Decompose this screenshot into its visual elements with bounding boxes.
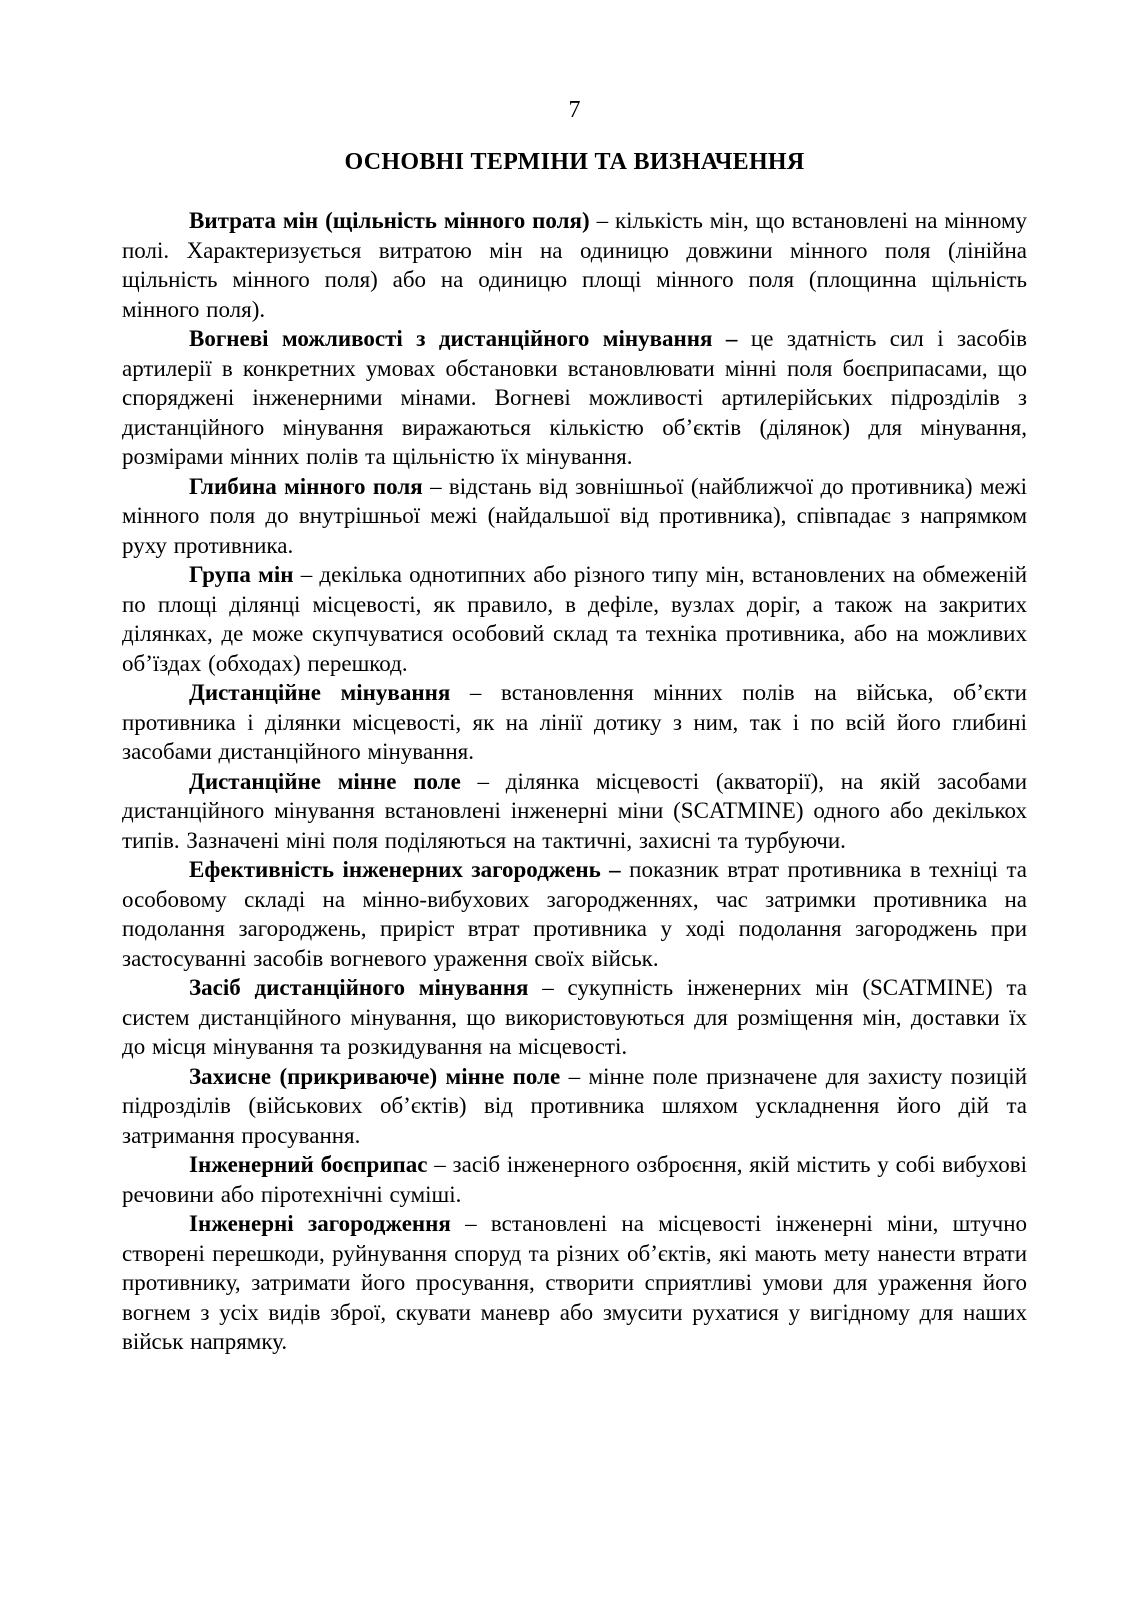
definition-term: Витрата мін (щільність мінного поля) (189, 208, 590, 233)
definition-body: – засіб інженерного озброєння, якій містить у собі вибухові речовини або піротехнічні суміші. (122, 1152, 1028, 1207)
page-title: ОСНОВНІ ТЕРМІНИ ТА ВИЗНАЧЕННЯ (344, 149, 805, 175)
definition-term: Глибина мінного поля (189, 473, 423, 499)
definition-body: це здатність сил і засобів артилерії в конкретних умовах обстановки встановлювати мінні поля боєприпасами, що споряджені інженерними мінами. Вогневі можливості артилерійських підрозділів з дистанційного мінування виражаються кількістю об’єктів (ділянок) для мінування, розмірами мінних полів та щільністю їх мінування. (122, 326, 1028, 469)
definition-term: Інженерні загородження (189, 1211, 451, 1236)
definition-body: – ділянка місцевості (акваторії), на якій засобами дистанційного мінування встановлені інженерні міни (SCATMINE) одного або декількох типів. Зазначені міні поля поділяються на тактичні, захисні та турбуючи. (122, 768, 1027, 853)
definition-body: – кількість мін, що встановлені на мінному полі. Характеризується витратою мін на одиницю довжини мінного поля (лінійна щільність мінного поля) або на одиницю площі мінного поля (площинна щільність мінного поля). (122, 208, 1028, 322)
definition-term: Дистанційне мінування (189, 680, 451, 705)
definition-paragraph (122, 973, 1027, 1062)
definition-body: показник втрат противника в техніці та особовому складі на мінно-вибухових загородженнях, час затримки противника на подолання загороджень, приріст втрат противника у ході подолання загороджень при застосуванні засобів вогневого ураження своїх військ. (122, 857, 1027, 971)
definition-paragraph (122, 678, 1027, 767)
definition-term: Захисне (прикриваюче) мінне поле (189, 1063, 561, 1089)
definition-paragraph (122, 1209, 1027, 1357)
definition-term: Група мін (189, 562, 294, 587)
definitions-list (122, 206, 1027, 1357)
definition-term: Інженерний боєприпас (189, 1152, 428, 1177)
definition-body: – декілька однотипних або різного типу мін, встановлених на обмеженій по площі ділянці місцевості, як правило, в дефіле, вузлах доріг, а також на закритих ділянках, де може скупчуватися особовий склад та техніка противника, або на можливих об’їздах (обходах) перешкод. (122, 562, 1028, 676)
definition-paragraph (122, 1150, 1027, 1209)
definition-term: Ефективність інженерних загороджень – (189, 857, 621, 882)
definition-paragraph (122, 560, 1027, 678)
definition-paragraph (122, 206, 1027, 324)
definition-term: Дистанційне мінне поле (189, 768, 461, 794)
definition-paragraph (122, 1062, 1027, 1151)
definition-body: – сукупність інженерних мін (SCATMINE) та систем дистанційного мінування, що використовуються для розміщення мін, доставки їх до місця мінування та розкидування на місцевості. (122, 975, 1027, 1059)
definition-body: – мінне поле призначене для захисту позицій підрозділів (військових об’єктів) від противника шляхом ускладнення його дій та затримання просування. (122, 1063, 1028, 1148)
definition-paragraph (122, 324, 1027, 472)
definition-body: – встановлені на місцевості інженерні міни, штучно створені перешкоди, руйнування споруд та різних об’єктів, які мають мету нанести втрати противнику, затримати його просування, створити сприятливі умови для ураження його вогнем з усіх видів зброї, скувати маневр або змусити рухатися у вигідному для наших військ напрямку. (122, 1211, 1028, 1354)
page-number: 7 (568, 97, 581, 123)
definition-body: – встановлення мінних полів на війська, об’єкти противника і ділянки місцевості, як на лінії дотику з ним, так і по всій його глибині засобами дистанційного мінування. (122, 680, 1027, 764)
definition-paragraph (122, 855, 1027, 973)
definition-body: – відстань від зовнішньої (найближчої до противника) межі мінного поля до внутрішньої межі (найдальшої від противника), співпадає з напрямком руху противника. (122, 473, 1027, 558)
definition-paragraph (122, 472, 1027, 561)
definition-paragraph (122, 767, 1027, 856)
definition-term: Засіб дистанційного мінування (189, 975, 529, 1000)
definition-term: Вогневі можливості з дистанційного мінування – (189, 326, 738, 351)
